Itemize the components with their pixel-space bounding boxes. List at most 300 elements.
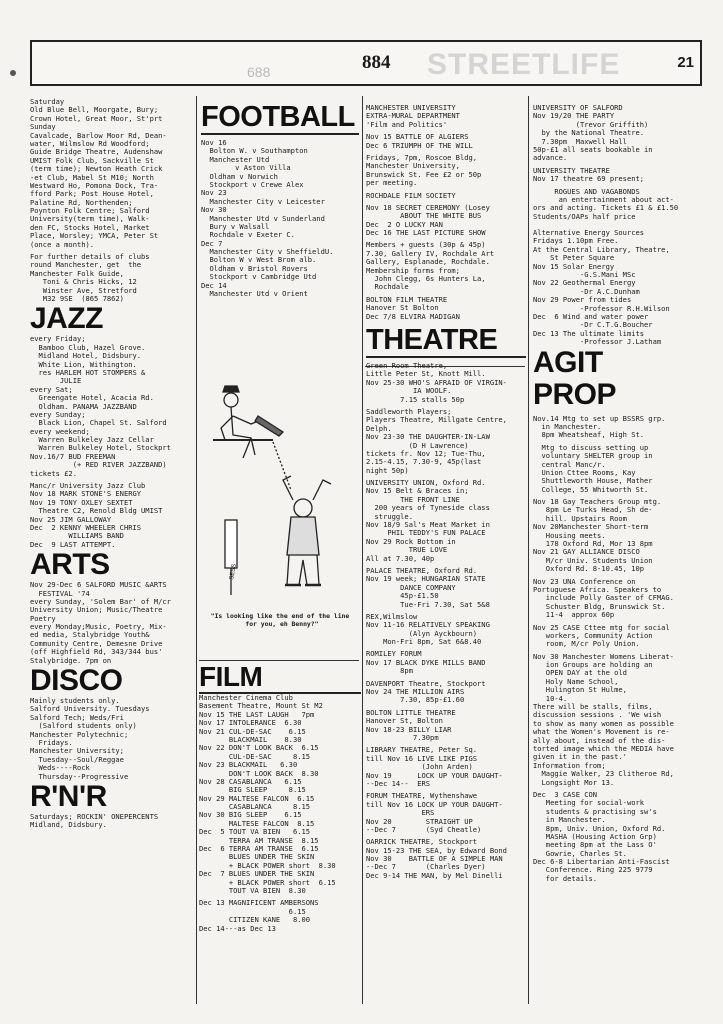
listing-line: Maggie Walker, 23 Clitheroe Rd, (533, 769, 674, 779)
listing-line: Salford University. Tuesdays (30, 704, 150, 714)
listing-line: LIBRARY THEATRE, Peter Sq. (366, 745, 478, 755)
listing-line: All at 7.30, 40p (366, 553, 435, 563)
listing-line: water, Wilmslow Rd Woodford; (30, 138, 150, 148)
listing-line: ion Groups are holding an (533, 660, 653, 670)
listing-line: Nov 18 SECRET CEREMONY (Losey (366, 202, 490, 212)
listing-line: MALTESE FALCON 8.15 (199, 818, 315, 828)
listing-line: (off Highfield Rd, 343/344 bus' (30, 647, 163, 657)
listing-line: Mon-Fri 8pm, Sat 6&8.40 (366, 637, 482, 647)
column-events-music (30, 98, 194, 1004)
listing-line: UNIVERSITY UNION, Oxford Rd. (366, 478, 486, 488)
listing-line: Nov 19/20 THE PARTY (533, 111, 615, 121)
listing-line: Dec 14---as Dec 13 (199, 923, 276, 933)
listing-line: Weds----Rock (30, 763, 90, 773)
listing-line: St Peter Square (533, 253, 615, 263)
listing-line: (D H Lawrence) (366, 440, 469, 450)
listing-line: 8pm (366, 666, 413, 676)
listing-line: There will be stalls, films, (533, 702, 653, 712)
listing-line: Conference. Ring 225 9779 (533, 865, 653, 875)
column-film (199, 662, 361, 1002)
listing-line: ed media, Stalybridge Youth& (30, 630, 150, 640)
listing-line: Nov 17 BLACK DYKE MILLS BAND (366, 657, 486, 667)
listing-line: hill. Upstairs Room (533, 513, 627, 523)
listing-line: Nov 18 Gay Teachers Group mtg. (533, 497, 662, 507)
listing-line: FORUM THEATRE, Wythenshawe (366, 791, 478, 801)
listing-line: Midland, Didsbury. (30, 820, 107, 830)
listing-line: THE FRONT LINE (366, 494, 460, 504)
listing-line: Dec 13 The ultimate limits (533, 328, 645, 338)
listing-line: Nov.14 Mtg to set up BSSRS grp. (533, 413, 666, 423)
listing-line: Guide Bridge Theatre, Audenshaw (30, 147, 163, 157)
listing-line: 8pm, Univ. Union, Oxford Rd. (533, 823, 666, 833)
listing-line: Members + guests (30p & 45p) (366, 240, 486, 250)
listing-line: -Professor J.Latham (533, 337, 662, 347)
listing-line: till Nov 16 LIVE LIKE PIGS (366, 753, 478, 763)
listing-line: Manchester Utd (201, 154, 270, 164)
listing-line: Mtg to discuss setting up (533, 442, 649, 452)
listing-line: central Manc/r. (533, 459, 606, 469)
listing-line: Sunday (30, 122, 56, 132)
listing-line: PALACE THEATRE, Oxford Rd. (366, 565, 478, 575)
listing-line: (term time); Newton Heath Crick (30, 164, 163, 174)
column-rule (362, 96, 363, 1004)
listing-line: Fridays 1.10pm Free. (533, 236, 619, 246)
listing-line: ROMILEY FORUM (366, 649, 422, 659)
listing-line: Nov 19 LOCK UP YOUR DAUGHT- (366, 770, 503, 780)
listing-line: Nov 23 (201, 188, 227, 198)
listing-line: Warren Bulkeley Hotel, Stockprt (30, 443, 171, 453)
listing-line: Nov 17 INTOLERANCE 6.30 (199, 718, 302, 728)
page-side-number: 21 (677, 54, 694, 71)
listing-line: University(term time), Walk- (30, 214, 150, 224)
listing-line: Dec 2 KENNY WHEELER CHRIS (30, 522, 142, 532)
listing-line: REX,Wilmslow (366, 611, 418, 621)
listing-line: + BLACK POWER short 6.15 (199, 877, 336, 887)
listing-line: Manchester Utd v Sunderland (201, 213, 325, 223)
listing-line: Rochdale v Exeter C. (201, 230, 295, 240)
listing-line: (Salford students only) (30, 721, 137, 731)
listing-line: advance. (533, 153, 568, 163)
listing-line: Gowrie, Charles St. (533, 848, 627, 858)
listing-line: every Sunday, 'Solem Bar' of M/cr (30, 596, 171, 606)
listing-line: 7.30pm Maxwell Hall (533, 136, 627, 146)
section-heading: AGIT (533, 345, 603, 379)
listing-line: Nov 15 BATTLE OF ALGIERS (366, 132, 469, 142)
listing-line: Dec 3 CASE CON (533, 789, 598, 799)
column-football (201, 102, 359, 342)
listing-line: Rochdale (366, 282, 409, 292)
listing-line: Winster Ave, Stretford (30, 285, 137, 295)
listing-line: Saddleworth Players; (366, 406, 452, 416)
listing-line: Bamboo Club, Hazel Grove. (30, 342, 146, 352)
listing-line: College, 55 Whitworth St. (533, 484, 649, 494)
listing-line: per meeting. (366, 178, 418, 188)
listing-line: Dec 9-14 THE MAN, by Mel Dinelli (366, 870, 503, 880)
section-heading: FILM (199, 662, 361, 694)
listing-line: Information from; (533, 760, 606, 770)
listing-line: Nov 20Manchester Short-term (533, 522, 649, 532)
ghost-page-number: 688 (247, 64, 271, 80)
listing-line: Dec 13 MAGNIFICENT AMBERSONS (199, 898, 319, 908)
listing-line: Community Centre, Demesne Drive (30, 638, 163, 648)
section-heading: PROP (533, 377, 617, 411)
listing-line: Dec 6 Wind and water power (533, 311, 649, 321)
cartoon-illustration (203, 380, 358, 610)
listing-line: Portuguese Africa. Speakers to (533, 584, 662, 594)
listing-line: OPEN DAY at the old (533, 668, 627, 678)
listing-line: CUL-DE-SAC 8.15 (199, 751, 311, 761)
cartoon-caption: "Is looking like the end of the line for you, eh Benny?" (210, 612, 350, 628)
section-heading: DISCO (30, 664, 123, 698)
listing-line: Mainly students only. (30, 696, 120, 706)
listing-line: given it in the past.' (533, 752, 627, 762)
listing-line: Dec 6 TERRA AM TRANSE 6.15 (199, 844, 319, 854)
listing-line: MANCHESTER UNIVERSITY (366, 104, 456, 112)
listing-line: Hanover St Bolton (366, 303, 439, 313)
listing-line: Nov 30 (201, 205, 227, 215)
listing-line: Thursday--Progressive (30, 771, 129, 781)
listing-line: den FC, Stocks Hotel, Market (30, 222, 150, 232)
listing-line: 8pm Wheatsheaf, High St. (533, 430, 645, 440)
listing-line: (Alyn Ayckbourn) (366, 628, 478, 638)
listing-line: room, M/cr Poly Union. (533, 639, 640, 649)
listing-line: Crown Hotel, Great Moor, St'prt (30, 113, 163, 123)
listing-line: Oldham v Bristol Rovers (201, 263, 308, 273)
listing-line: till Nov 16 LOCK UP YOUR DAUGHT- (366, 799, 503, 809)
listing-line: --Dec 7 (Charles Dyer) (366, 862, 486, 872)
section-heading: R'N'R (30, 779, 107, 813)
listing-line: OARRICK THEATRE, Stockport (366, 837, 478, 847)
listing-line: Dec 6 TRIUMPH OF THE WILL (366, 140, 473, 150)
listing-line: Brunswick St. Fee £2 or 50p (366, 169, 482, 179)
listing-line: John Clegg, 6s Hunters La, (366, 274, 486, 284)
listing-line: For further details of clubs (30, 252, 150, 262)
listing-line: DON'T LOOK BACK 8.30 (199, 768, 319, 778)
listing-line: Place, Worsley; YMCA, Peter St (30, 231, 159, 241)
section-heading: THEATRE (366, 325, 526, 358)
listing-line: Nov 16 (201, 138, 227, 147)
listing-line: Shuttleworth House, Mather (533, 476, 653, 486)
listing-line: 2.15-4.15, 7.30-9, 45p(last (366, 457, 482, 467)
listing-line: Alternative Energy Sources (533, 228, 645, 238)
listing-line: an entertainment about act- (533, 194, 674, 204)
listing-line: Nov 29-Dec 6 SALFORD MUSIC &ARTS (30, 580, 167, 590)
listing-line: Poynton Folk Centre; Salford (30, 206, 150, 216)
section-heading: ARTS (30, 548, 110, 582)
listing-line: --Dec 14-- ERS (366, 778, 431, 788)
listing-line: Nov 29 MALTESE FALCON 6.15 (199, 793, 315, 803)
section-heading: FOOTBALL (201, 102, 359, 135)
listing-line: Bolton W v West Brom alb. (201, 255, 317, 265)
listing-line: Nov 25 CASE Cttee mtg for social (533, 622, 670, 632)
listing-line: UMIST Folk Club, Sackville St (30, 155, 154, 165)
column-rule (196, 96, 197, 1004)
listing-line: Nov 15 THE LAST LAUGH 7pm (199, 709, 315, 719)
column-rule (528, 96, 529, 1004)
listing-line: tickets £2. (30, 468, 77, 478)
listing-line: Manchester University, (366, 161, 460, 171)
listing-line: 7.15 stalls 50p (366, 394, 465, 404)
section-rule (199, 660, 359, 661)
listing-line: 8pm Le Turks Head, Sh de- (533, 505, 653, 515)
listing-line: ABOUT THE WHITE BUS (366, 211, 482, 221)
listing-line: White Lion, Withington. (30, 359, 137, 369)
listing-line: to show as many women as possible (533, 718, 674, 728)
listing-line: (John Arden) (366, 762, 473, 772)
listing-line: Saturday (30, 98, 65, 106)
listing-line: Old Blue Bell, Moorgate, Bury; (30, 105, 159, 115)
listing-line: Manchester Folk Guide, (30, 268, 124, 278)
listing-line: Hulington St Hulme, (533, 685, 627, 695)
page-number: 884 (362, 52, 391, 73)
listing-line: Poetry (30, 613, 56, 623)
listing-line: Meeting for social-work (533, 798, 645, 808)
listing-line: Saturdays; ROCKIN' ONEPERCENTS (30, 811, 159, 821)
listing-line: (+ RED RIVER JAZZBAND) (30, 460, 167, 470)
listing-line: Delph. (366, 423, 392, 433)
listing-line: Stockport v Cambridge Utd (201, 272, 317, 282)
listing-line: every Monday;Music, Poetry, Mix- (30, 622, 167, 632)
listing-line: every weekend; (30, 426, 90, 436)
listing-line: Nov 28 CASABLANCA 6.15 (199, 776, 302, 786)
column-film-theatre (366, 104, 526, 1004)
listing-line: 10-4. (533, 693, 568, 703)
listing-line: Nov 29 Rock Bottom in (366, 536, 456, 546)
listing-line: Nov 11-16 RELATIVELY SPEAKING (366, 620, 490, 630)
listing-line: BLUES UNDER THE SKIN (199, 852, 315, 862)
listing-line: Union Cttee Rooms, Kay (533, 467, 636, 477)
listing-line: Nov 15 Solar Energy (533, 261, 615, 271)
listing-line: Gallery, Esplanade, Rochdale. (366, 257, 490, 267)
listing-line: meeting 8pm at the Lass O' (533, 840, 657, 850)
listing-line: Manc/r University Jazz Club (30, 481, 146, 491)
listing-line: Membership forms from; (366, 265, 460, 275)
cartoon-signature: SESS (229, 563, 238, 581)
listing-line: University Union; Music/Theatre (30, 605, 163, 615)
listing-line: -et Club, Mabel St M10; North (30, 172, 154, 182)
listing-line: ERS (366, 808, 435, 818)
listing-line: + BLACK POWER short 8.30 (199, 860, 336, 870)
listing-line: JULIE (30, 376, 82, 386)
listing-line: what the Women's Movement is re- (533, 727, 670, 737)
listing-line: Bolton W. v Southampton (201, 146, 308, 156)
listing-line: 7.30, Gallery IV, Rochdale Art (366, 248, 495, 258)
listing-line: Nov 18-23 BILLY LIAR (366, 724, 452, 734)
listing-line: (once a month). (30, 239, 95, 249)
listing-line: Students/OAPs half price (533, 211, 636, 221)
listing-line: in Manchester. (533, 421, 602, 431)
listing-line: ally about, instead of the dis- (533, 735, 666, 745)
listing-line: Nov 18 MARK STONE'S ENERGY (30, 489, 142, 499)
listing-line: Dec 14 (201, 280, 227, 290)
listing-line: Dec 7 BLUES UNDER THE SKIN (199, 869, 315, 879)
listing-line: Little Peter St, Knott Mill. (366, 369, 486, 379)
listing-line: CASABLANCA 8.15 (199, 802, 311, 812)
section-heading: JAZZ (30, 302, 103, 336)
listing-line: Midland Hotel, Didsbury. (30, 351, 142, 361)
listing-line: -G.S.Mani MSc (533, 270, 636, 280)
listing-line: TOUT VA BIEN 8.30 (199, 885, 306, 895)
listing-line: Manchester City v SheffieldU. (201, 247, 334, 257)
listing-line: students & practising sw's (533, 806, 657, 816)
listing-line: Nov 19 week; HUNGARIAN STATE (366, 574, 486, 584)
listing-line: Nov 22 Geothermal Energy (533, 278, 636, 288)
listing-line: Tue-Fri 7.30, Sat 5&8 (366, 599, 490, 609)
listing-line: Players Theatre, Millgate Centre, (366, 415, 507, 425)
listing-line: every Sat; (30, 384, 73, 394)
listing-line: Holy Name School, (533, 676, 619, 686)
listing-line: Manchester City v Leicester (201, 196, 325, 206)
listing-line: Manchester Utd v Orient (201, 289, 308, 299)
listing-line: 45p-£1.50 (366, 591, 439, 601)
listing-line: Dec 9 LAST ATTEMPT. (30, 539, 116, 549)
listing-line: Toni & Chris Hicks, 12 (30, 277, 137, 287)
listing-line: voluntary SHELTER group in (533, 451, 653, 461)
listing-line: Nov 30 BIG SLEEP 6.15 (199, 810, 302, 820)
listing-line: Nov 29 Power from tides (533, 295, 632, 305)
listing-line: BIG SLEEP 8.15 (199, 785, 306, 795)
listing-line: Manchester University; (30, 746, 124, 756)
listing-line: Housing meets. (533, 530, 606, 540)
listing-line: PHIL TEDDY'S FUN PALACE (366, 528, 486, 538)
listing-line: Dec 16 THE LAST PICTURE SHOW (366, 228, 486, 238)
listing-line: Salford Tech; Weds/Fri (30, 712, 124, 722)
listing-line: Nov 19 TONY OXLEY SEXTET (30, 497, 133, 507)
listing-line: ROCHDALE FILM SOCIETY (366, 190, 456, 200)
listing-line: Dec 6-8 Libertarian Anti-Fascist (533, 857, 670, 867)
listing-line: M/cr Univ. Students Union (533, 555, 653, 565)
listing-line: Bury v Walsall (201, 221, 270, 231)
page-header (30, 40, 702, 86)
listing-line: Nov 25 JIM GALLOWAY (30, 514, 112, 524)
listing-line: Oldham. PANAMA JAZZBAND (30, 401, 137, 411)
listing-line: Dec 7/8 ELVIRA MADIGAN (366, 311, 460, 321)
listing-line: torted image which the MEDIA have (533, 744, 674, 753)
listing-line: v Aston Villa (201, 163, 291, 173)
listing-line: TRUE LOVE (366, 545, 448, 555)
listing-line: Nov 21 CUL-DE-SAC 6.15 (199, 726, 306, 736)
listing-line: Nov 21 GAY ALLIANCE DISCO (533, 547, 640, 557)
listing-line: Nov.16/7 BUD FREEMAN (30, 451, 116, 461)
listing-line: MASHA (Housing Action Grp) (533, 831, 657, 841)
listing-line: 11-4 approx 60p (533, 610, 615, 620)
listing-line: struggle. (366, 511, 413, 521)
listing-line: Stalybridge. 7pm on (30, 655, 112, 665)
listing-line: M32 9SE (865 7862) (30, 293, 124, 303)
listing-line: Oxford Rd. 8-10.45, 10p (533, 564, 645, 574)
listing-line: 50p-£1 all seats bookable in (533, 144, 653, 154)
listing-line: Nov 22 DON'T LOOK BACK 6.15 (199, 743, 319, 753)
listing-line: Dec 7 (201, 238, 223, 248)
listing-line: Nov 30 Manchester Womens Liberat- (533, 651, 674, 661)
listing-line: Nov 15-23 THE SEA, by Edward Bond (366, 845, 507, 855)
listing-line: WILLIAMS BAND (30, 531, 124, 541)
listing-line: Tuesday--Soul/Reggae (30, 754, 124, 764)
listing-line: IA WOOLF. (366, 386, 452, 396)
listing-line: -Dr A.C.Dunham (533, 286, 640, 296)
listing-line: Basement Theatre, Mount St M2 (199, 701, 323, 711)
listing-line: Nov 17 theatre 69 present; (533, 174, 645, 184)
listing-line: 'Film and Politics' (366, 119, 448, 129)
listing-line: Nov 23-30 THE DAUGHTER-IN-LAW (366, 432, 490, 442)
listing-line: BLACKMAIL 8.30 (199, 734, 302, 744)
listing-line: -Dr C.T.G.Boucher (533, 320, 653, 330)
listing-line: Longsight Mor 13. (533, 777, 615, 787)
listing-line: Warren Bulkeley Jazz Cellar (30, 435, 154, 445)
listing-line: -Professor R.H.Wilson (533, 303, 670, 313)
listing-line: UNIVERSITY THEATRE (533, 165, 610, 175)
listing-line: discussion sessions . 'We wish (533, 710, 662, 720)
listing-line: round Manchester, get the (30, 260, 142, 270)
cartoon-head-2 (294, 499, 312, 517)
listing-line: ROGUES AND VAGABONDS (533, 186, 640, 196)
column-agitprop (533, 104, 703, 1004)
listing-line: 200 years of Tyneside class (366, 503, 490, 513)
listing-line: Oldham v Norwich (201, 171, 278, 181)
listing-line: Nov 25-30 WHO'S AFRAID OF VIRGIN- (366, 377, 507, 387)
listing-line: tickets fr. Nov 12; Tue-Thu, (366, 448, 486, 458)
listing-line: UNIVERSITY OF SALFORD (533, 104, 623, 112)
ghost-masthead: STREETLIFE (427, 48, 621, 81)
listing-line: every Friday; (30, 334, 86, 344)
listing-line: night 50p) (366, 465, 409, 475)
listing-line: res HARLEM HOT STOMPERS & (30, 367, 146, 377)
listing-line: fford Park; Post House Hotel, (30, 189, 154, 199)
listing-line: DANCE COMPANY (366, 582, 456, 592)
listing-line: Manchester Cinema Club (199, 693, 293, 702)
listing-line: Nov 23 UNA Conference on (533, 576, 636, 586)
listing-line: Fridays. (30, 738, 73, 747)
listing-line: every Sunday; (30, 409, 86, 419)
listing-line: Nov 24 THE MILLION AIRS (366, 687, 465, 697)
listing-line: Nov 18/9 Sal's Meat Market in (366, 520, 490, 530)
listing-line: 7.30, 85p-£1.60 (366, 695, 465, 705)
listing-line: TERRA AM TRANSE 8.15 (199, 835, 319, 845)
listing-line: Green Room Theatre, (366, 360, 448, 370)
listing-line: (Trevor Griffith) (533, 119, 649, 129)
listing-line: BOLTON LITTLE THEATRE (366, 707, 456, 717)
listing-line: Nov 23 BLACKMAIL 6.30 (199, 760, 298, 770)
listing-line: Nov 30 BATTLE OF A SIMPLE MAN (366, 854, 503, 864)
listing-line: FESTIVAL '74 (30, 588, 90, 598)
listing-line: in Manchester. (533, 815, 606, 825)
listing-line: Dec 2 O LUCKY MAN (366, 219, 443, 229)
listing-line: Manchester Polytechnic; (30, 729, 129, 739)
listing-line: Westward Ho, Pomona Dock, Tra- (30, 180, 159, 190)
listing-line: 178 Oxford Rd, Mor 13 8pm (533, 539, 653, 549)
listing-line: Theatre C2, Renold Bldg UMIST (30, 506, 163, 516)
listing-line: Nov 20 STRAIGHT UP (366, 816, 473, 826)
listing-line: Hanover St, Bolton (366, 716, 443, 726)
listing-line: include Polly Gaster of CFMAG. (533, 593, 674, 603)
listing-line: Dec 5 TOUT VA BIEN 6.15 (199, 827, 311, 837)
listing-line: by the National Theatre. (533, 128, 645, 138)
listing-line: for details. (533, 873, 598, 883)
listing-line: Palatine Rd, Northenden; (30, 197, 133, 207)
punch-hole (10, 70, 16, 76)
listing-line: 6.15 (199, 906, 306, 916)
listing-line: Cavalcade, Barlow Moor Rd, Dean- (30, 130, 167, 140)
listing-line: DAVENPORT Theatre, Stockport (366, 678, 486, 688)
listing-line: Nov 15 Belt & Braces in; (366, 486, 469, 496)
listing-line: --Dec 7 (Syd Cheatle) (366, 824, 482, 834)
listing-line: Fridays, 7pm, Roscoe Bldg, (366, 152, 478, 162)
listing-line: CITIZEN KANE 8.00 (199, 915, 311, 925)
listing-line: ors and acting. Tickets £1 & £1.50 (533, 203, 679, 213)
listing-line: workers, Community Action (533, 630, 653, 640)
listing-line: Schuster Bldg, Brunswick St. (533, 601, 666, 611)
listing-line: EXTRA-MURAL DEPARTMENT (366, 111, 460, 121)
